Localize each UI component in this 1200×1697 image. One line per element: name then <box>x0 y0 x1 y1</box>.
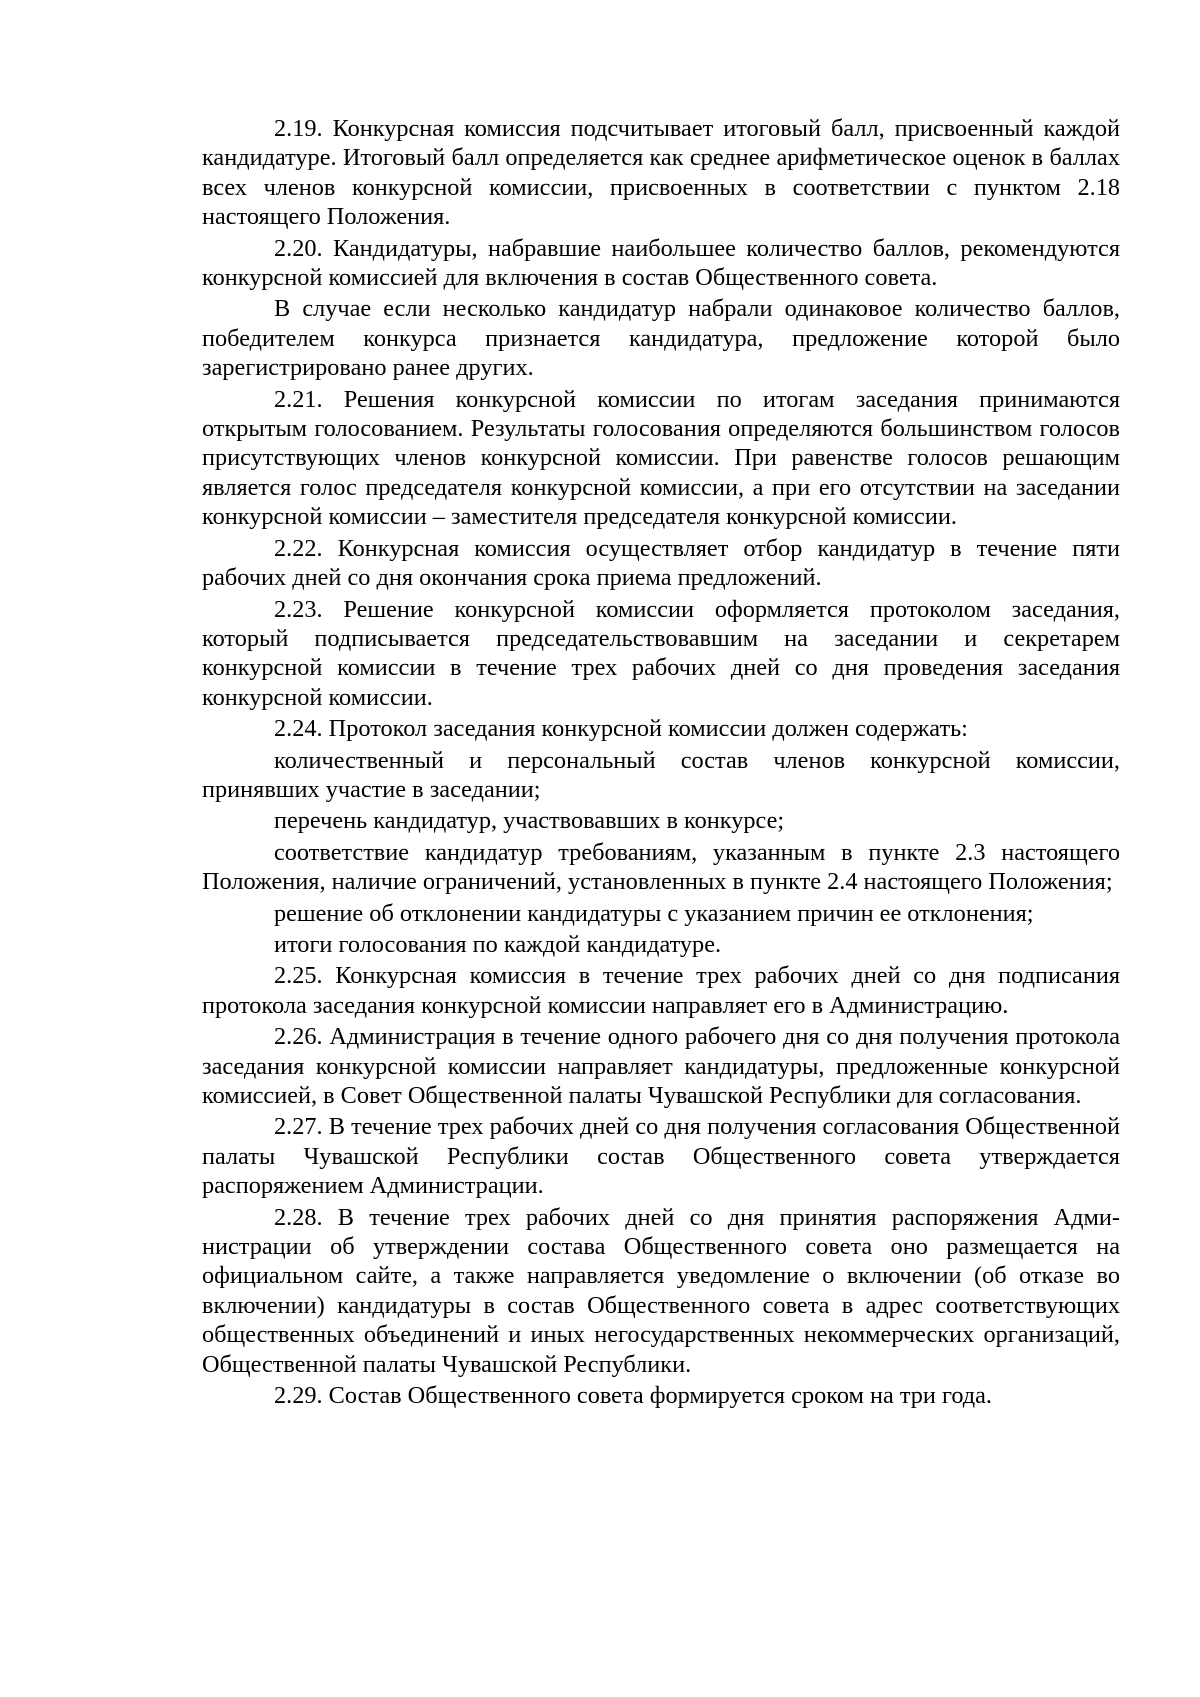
paragraph-2-24-item-3: соответствие кандидатур требованиям, указанным в пункте 2.3 настоящего Положения, наличие ограничений, установленных в пункте 2.4 настоящего Положения; <box>202 838 1120 896</box>
paragraph-2-22: 2.22. Конкурсная комиссия осуществляет отбор кандидатур в течение пяти рабочих дней со дня окончания срока приема предложений. <box>202 534 1120 592</box>
paragraph-2-24-item-1: количественный и персональный состав членов конкурсной комиссии, принявших участие в заседании; <box>202 746 1120 803</box>
paragraph-2-24-item-4: решение об отклонении кандидатуры с указанием причин ее отклонения; <box>274 899 1034 927</box>
paragraph-2-20-tie: В случае если несколько кандидатур набрали одинаковое количество баллов, победителем конкурса признается кандидатура, предложение которой было зарегистрировано ранее других. <box>202 295 1120 382</box>
paragraph-2-19: 2.19. Конкурсная комиссия подсчитывает итоговый балл, присвоенный каждой кандидатуре. Итоговый балл определяется как среднее арифметическое оценок в баллах всех членов конкурсной комиссии, присвоенных в соответствии с пунктом 2.18 настоящего Положения. <box>202 115 1120 231</box>
document-page <box>202 114 1120 1410</box>
paragraph-2-24-item-5: итоги голосования по каждой кандидатуре. <box>274 930 722 958</box>
paragraph-2-27: 2.27. В течение трех рабочих дней со дня получения согласования Общественной палаты Чувашской Республики состав Общественного совета утверждается распоряжением Администрации. <box>202 1113 1120 1200</box>
paragraph-2-21: 2.21. Решения конкурсной комиссии по итогам заседания принимаются открытым голосованием. Результаты голосования определяются большинством голосов присутствующих членов конкурсной комиссии. При равенстве голосов решающим является голос председателя конкурсной комиссии, а при его отсутствии на заседании конкурсной комиссии – заместителя председателя конкурсной комиссии. <box>202 385 1120 531</box>
paragraph-2-20: 2.20. Кандидатуры, набравшие наибольшее количество баллов, рекомендуются конкурсной комиссией для включения в состав Общественного совета. <box>202 234 1120 292</box>
paragraph-2-26: 2.26. Администрация в течение одного рабочего дня со дня получения протокола заседания конкурсной комиссии направляет кандидатуры, предложенные конкурсной комиссией, в Совет Общественной палаты Чувашской Республики для согласования. <box>202 1023 1120 1109</box>
paragraph-2-28: 2.28. В течение трех рабочих дней со дня принятия распоряжения Администрации об утверждении состава Общественного совета оно размещается на официальном сайте, а также направляется уведомление о включении (об отказе во включении) кандидатуры в состав Общественного совета в адрес соответствующих общественных объединений и иных негосударственных некоммерческих организаций, Общественной палаты Чувашской Республики. <box>202 1203 1120 1378</box>
paragraph-2-25: 2.25. Конкурсная комиссия в течение трех рабочих дней со дня подписания протокола заседания конкурсной комиссии направляет его в Администрацию. <box>202 962 1120 1019</box>
paragraph-2-29: 2.29. Состав Общественного совета формируется сроком на три года. <box>274 1382 992 1410</box>
paragraph-2-23: 2.23. Решение конкурсной комиссии оформляется протоколом заседания, который подписывается председательствовавшим на заседании и секретарем конкурсной комиссии в течение трех рабочих дней со дня проведения заседания конкурсной комиссии. <box>202 595 1120 711</box>
paragraph-2-24: 2.24. Протокол заседания конкурсной комиссии должен содержать: <box>274 715 968 743</box>
paragraph-2-24-item-2: перечень кандидатур, участвовавших в конкурсе; <box>274 807 785 835</box>
